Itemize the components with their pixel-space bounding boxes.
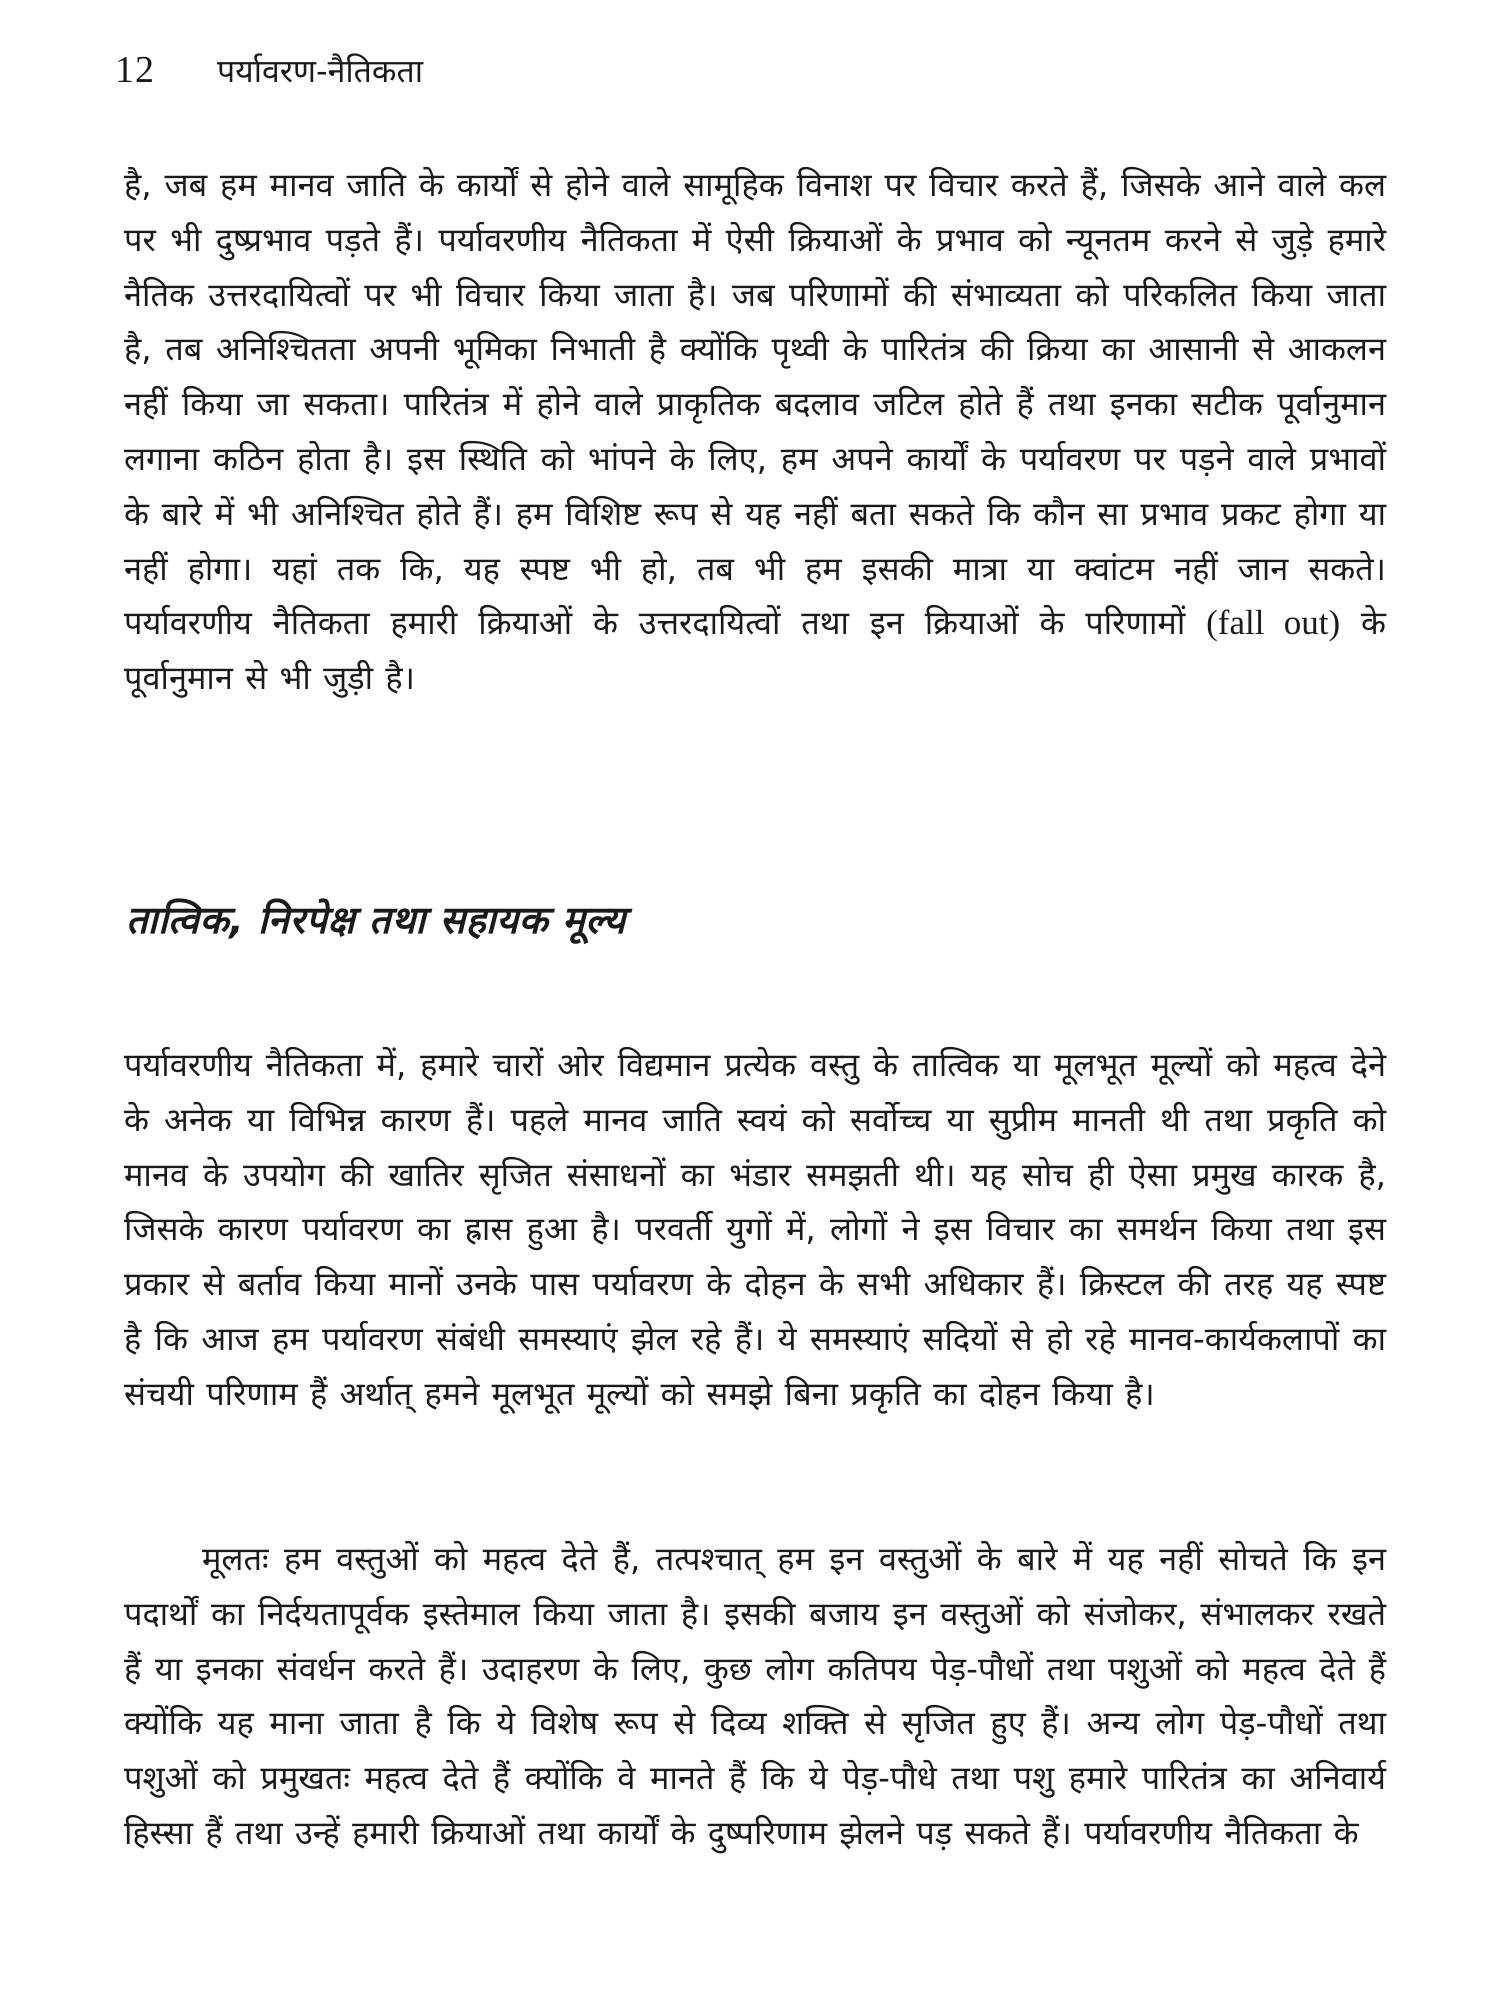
paragraph-3: मूलतः हम वस्तुओं को महत्व देते हैं, तत्पश्चात् हम इन वस्तुओं के बारे में यह नहीं सोचते कि इन पदार्थों का निर्दयतापूर्वक इस्तेमाल किया जाता है। इसकी बजाय इन वस्तुओं को संजोकर, संभालकर रखते हैं या इनका संवर्धन करते हैं। उदाहरण के लिए, कुछ लोग कतिपय पेड़-पौधों तथा पशुओं को महत्व देते हैं क्योंकि यह माना जाता है कि ये विशेष रूप से दिव्य शक्ति से सृजित हुए हैं। अन्य लोग पेड़-पौधों तथा पशुओं को प्रमुखतः महत्व देते हैं क्योंकि वे मानते हैं कि ये पेड़-पौधे तथा पशु हमारे पारितंत्र का अनिवार्य हिस्सा हैं तथा उन्हें हमारी क्रियाओं तथा कार्यों के दुष्परिणाम झेलने पड़ सकते हैं। पर्यावरणीय नैतिकता के [124,1540,1386,1852]
section-heading: तात्विक, निरपेक्ष तथा सहायक मूल्य [126,898,626,942]
running-header [115,48,423,108]
book-title: पर्यावरण-नैतिकता [217,52,423,90]
english-term: (fall out) [1206,603,1341,643]
paragraph-1-ending: के पूर्वानुमान से भी जुड़ी है। [124,604,1386,698]
page-number: 12 [115,49,155,91]
paragraph-1-text: है, जब हम मानव जाति के कार्यों से होने वाले सामूहिक विनाश पर विचार करते हैं, जिसके आने वाले कल पर भी दुष्प्रभाव पड़ते हैं। पर्यावरणीय नैतिकता में ऐसी क्रियाओं के प्रभाव को न्यूनतम करने से जुड़े हमारे नैतिक उत्तरदायित्वों पर भी विचार किया जाता है। जब परिणामों की संभाव्यता को परिकलित किया जाता है, तब अनिश्चितता अपनी भूमिका निभाती है क्योंकि पृथ्वी के पारितंत्र की क्रिया का आसानी से आकलन नहीं किया जा सकता। पारितंत्र में होने वाले प्राकृतिक बदलाव जटिल होते हैं तथा इनका सटीक पूर्वानुमान लगाना कठिन होता है। इस स्थिति को भांपने के लिए, हम अपने कार्यों के पर्यावरण पर पड़ने वाले प्रभावों के बारे में भी अनिश्चित होते हैं। हम विशिष्ट रूप से यह नहीं बता सकते कि कौन सा प्रभाव प्रकट होगा या नहीं होगा। यहां तक कि, यह स्पष्ट भी हो, तब भी हम इसकी मात्रा या क्वांटम नहीं जान सकते। पर्यावरणीय नैतिकता हमारी क्रियाओं के उत्तरदायित्वों तथा इन क्रियाओं के परिणामों [124,166,1386,643]
paragraph-1 [124,158,1386,706]
paragraph-2: पर्यावरणीय नैतिकता में, हमारे चारों ओर विद्यमान प्रत्येक वस्तु के तात्विक या मूलभूत मूल्यों को महत्व देने के अनेक या विभिन्न कारण हैं। पहले मानव जाति स्वयं को सर्वोच्च या सुप्रीम मानती थी तथा प्रकृति को मानव के उपयोग की खातिर सृजित संसाधनों का भंडार समझती थी। यह सोच ही ऐसा प्रमुख कारक है, जिसके कारण पर्यावरण का ह्रास हुआ है। परवर्ती युगों में, लोगों ने इस विचार का समर्थन किया तथा इस प्रकार से बर्ताव किया मानों उनके पास पर्यावरण के दोहन के सभी अधिकार हैं। क्रिस्टल की तरह यह स्पष्ट है कि आज हम पर्यावरण संबंधी समस्याएं झेल रहे हैं। ये समस्याएं सदियों से हो रहे मानव-कार्यकलापों का संचयी परिणाम हैं अर्थात् हमने मूलभूत मूल्यों को समझे बिना प्रकृति का दोहन किया है। [124,1046,1386,1413]
